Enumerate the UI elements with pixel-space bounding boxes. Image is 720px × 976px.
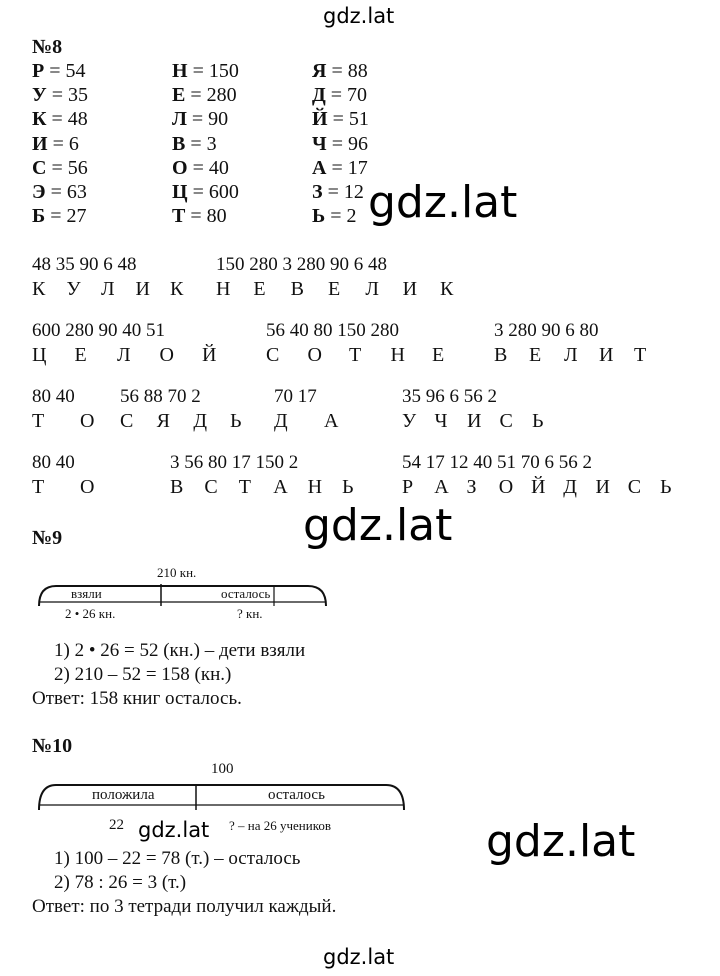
decoded-letter: А bbox=[434, 476, 449, 498]
code-value: = 12 bbox=[322, 181, 364, 203]
decoded-letter: С bbox=[499, 410, 513, 432]
code-entry bbox=[32, 60, 86, 83]
decoded-letter: Д bbox=[193, 410, 207, 432]
task8-label: №8 bbox=[32, 36, 63, 58]
decoded-letter: Т bbox=[238, 476, 252, 498]
watermark-right: gdz.lat bbox=[486, 816, 636, 867]
task9-part2-top: осталось bbox=[221, 586, 271, 601]
code-numbers: 80 40 bbox=[32, 452, 75, 473]
code-entry bbox=[172, 108, 228, 131]
decoded-letter: К bbox=[32, 278, 46, 300]
code-numbers: 35 96 6 56 2 bbox=[402, 386, 497, 407]
decoded-letter: А bbox=[273, 476, 288, 498]
code-letter: Д bbox=[312, 84, 326, 107]
decoded-letter: Й bbox=[531, 476, 546, 498]
task10-answer: Ответ: по 3 тетради получил каждый. bbox=[32, 896, 337, 917]
decoded-letter: Е bbox=[74, 344, 87, 366]
code-value: = 54 bbox=[44, 60, 86, 82]
code-entry bbox=[172, 84, 237, 107]
decoded-letter: Т bbox=[349, 344, 362, 366]
decoded-letter: Е bbox=[529, 344, 542, 366]
code-letter: Ь bbox=[312, 205, 326, 228]
decoded-letter: И bbox=[595, 476, 610, 498]
task9-step2: 2) 210 – 52 = 158 (кн.) bbox=[54, 664, 232, 685]
decoded-letter: К bbox=[440, 278, 454, 300]
code-value: = 17 bbox=[326, 156, 368, 179]
decoded-letter: Т bbox=[32, 476, 45, 498]
code-numbers: 56 40 80 150 280 bbox=[266, 320, 399, 341]
decoded-letter: З bbox=[466, 476, 477, 498]
decoded-letter: И bbox=[135, 278, 150, 300]
code-value: = 80 bbox=[185, 205, 227, 228]
code-letter: Ч bbox=[312, 132, 327, 155]
decoded-letter: Р bbox=[402, 476, 414, 498]
code-entry bbox=[32, 157, 88, 180]
code-entry bbox=[312, 84, 367, 107]
code-entry bbox=[312, 181, 364, 204]
code-numbers: 600 280 90 40 51 bbox=[32, 320, 165, 341]
code-letter: З bbox=[312, 181, 323, 203]
decoded-letter: Ц bbox=[32, 344, 47, 366]
decoded-letter: А bbox=[324, 410, 339, 432]
code-value: = 3 bbox=[185, 132, 217, 155]
decoded-letter: И bbox=[467, 410, 482, 432]
task10-part2-bottom: ? – на 26 учеников bbox=[229, 818, 332, 833]
decoded-letter: Д bbox=[274, 410, 288, 432]
code-letter: Э bbox=[32, 181, 46, 203]
decoded-letter: Я bbox=[156, 410, 170, 432]
task9-part1-bottom: 2 • 26 кн. bbox=[65, 606, 116, 621]
decoded-letter: О bbox=[307, 344, 322, 366]
code-entry bbox=[312, 157, 368, 180]
watermark-bottom: gdz.lat bbox=[323, 945, 395, 969]
decoded-letter: С bbox=[120, 410, 134, 432]
task10-part2-top: осталось bbox=[268, 787, 325, 803]
code-entry bbox=[32, 133, 79, 156]
code-entry bbox=[32, 84, 88, 107]
code-letter: И bbox=[32, 132, 48, 155]
code-value: = 600 bbox=[187, 181, 239, 203]
code-value: = 2 bbox=[325, 205, 357, 228]
decoded-letter: Ь bbox=[342, 476, 354, 498]
decoded-letter: Т bbox=[32, 410, 45, 432]
code-letter: О bbox=[172, 156, 188, 179]
decoded-letter: С bbox=[204, 476, 218, 498]
code-numbers: 70 17 bbox=[274, 386, 317, 407]
code-entry bbox=[32, 108, 88, 131]
decoded-letter: С bbox=[627, 476, 642, 498]
code-entry bbox=[32, 205, 87, 228]
watermark-top: gdz.lat bbox=[323, 4, 395, 28]
code-entry bbox=[312, 108, 369, 131]
task10-total: 100 bbox=[211, 761, 234, 777]
code-value: = 51 bbox=[327, 108, 369, 131]
code-letter: Н bbox=[172, 60, 188, 82]
decoded-letter: Л bbox=[101, 278, 115, 300]
code-value: = 90 bbox=[186, 108, 229, 131]
code-value: = 6 bbox=[47, 132, 79, 155]
task10-part1-bottom: 22 bbox=[109, 817, 124, 833]
code-numbers: 150 280 3 280 90 6 48 bbox=[216, 254, 387, 275]
decoded-letter: О bbox=[159, 344, 174, 366]
code-entry bbox=[172, 181, 239, 204]
code-value: = 48 bbox=[46, 108, 88, 131]
decoded-letter: В bbox=[170, 476, 184, 498]
task10-step2: 2) 78 : 26 = 3 (т.) bbox=[54, 872, 187, 893]
decoded-letter: У bbox=[66, 278, 81, 300]
watermark-mid-1: gdz.lat bbox=[368, 177, 518, 228]
task10-step1: 1) 100 – 22 = 78 (т.) – осталось bbox=[54, 848, 301, 869]
code-value: = 96 bbox=[326, 132, 368, 155]
code-numbers: 56 88 70 2 bbox=[120, 386, 201, 407]
task9-total: 210 кн. bbox=[157, 565, 197, 580]
watermark-mid-3: gdz.lat bbox=[138, 818, 210, 842]
code-letter: К bbox=[32, 108, 47, 131]
code-value: = 88 bbox=[326, 60, 368, 82]
decoded-letter: Л bbox=[564, 344, 578, 366]
code-value: = 150 bbox=[187, 60, 239, 82]
code-entry bbox=[172, 205, 227, 228]
code-letter: С bbox=[32, 156, 47, 179]
code-letter: В bbox=[172, 132, 186, 155]
code-letter: Й bbox=[312, 108, 328, 131]
decoded-letter: Ч bbox=[434, 410, 448, 432]
decoded-letter: В bbox=[494, 344, 508, 366]
decoded-letter: С bbox=[266, 344, 280, 366]
code-letter: Я bbox=[312, 60, 327, 82]
decoded-letter: Ь bbox=[230, 410, 242, 432]
task9-part1-top: взяли bbox=[71, 586, 102, 601]
decoded-letter: Е bbox=[432, 344, 445, 366]
code-numbers: 80 40 bbox=[32, 386, 75, 407]
code-letter: Ц bbox=[172, 181, 188, 203]
watermark-mid-2: gdz.lat bbox=[303, 500, 453, 551]
code-value: = 40 bbox=[187, 156, 229, 179]
code-letter: Е bbox=[172, 84, 186, 107]
code-value: = 280 bbox=[185, 84, 237, 107]
task10-part1-top: положила bbox=[92, 787, 155, 803]
code-numbers: 3 280 90 6 80 bbox=[494, 320, 599, 341]
code-value: = 27 bbox=[45, 205, 87, 228]
code-entry bbox=[312, 60, 368, 83]
task10-label: №10 bbox=[32, 735, 73, 757]
code-value: = 35 bbox=[46, 84, 88, 107]
decoded-letter: Н bbox=[307, 476, 323, 498]
decoded-letter: О bbox=[80, 476, 95, 498]
code-value: = 63 bbox=[45, 181, 87, 203]
decoded-letter: Л bbox=[365, 278, 379, 300]
decoded-letter: Й bbox=[202, 344, 217, 366]
code-entry bbox=[32, 181, 87, 204]
decoded-letter: Н bbox=[390, 344, 405, 366]
decoded-letter: К bbox=[170, 278, 184, 300]
decoded-letter: Е bbox=[253, 278, 266, 300]
code-letter: А bbox=[312, 156, 327, 179]
decoded-letter: Т bbox=[634, 344, 647, 366]
decoded-letter: И bbox=[599, 344, 614, 366]
code-entry bbox=[172, 157, 229, 180]
code-letter: У bbox=[32, 84, 47, 107]
code-entry bbox=[312, 133, 368, 156]
task9-part2-bottom: ? кн. bbox=[237, 606, 263, 621]
code-letter: Б bbox=[32, 205, 46, 228]
decoded-letter: В bbox=[290, 278, 304, 300]
decoded-letter: Ь bbox=[660, 476, 672, 498]
decoded-letter: Е bbox=[328, 278, 341, 300]
code-value: = 70 bbox=[325, 84, 368, 107]
code-value: = 56 bbox=[46, 156, 88, 179]
decoded-letter: У bbox=[402, 410, 417, 432]
code-entry bbox=[172, 60, 239, 83]
task9-label: №9 bbox=[32, 527, 63, 549]
decoded-letter: Ь bbox=[532, 410, 544, 432]
code-entry bbox=[172, 133, 217, 156]
decoded-letter: И bbox=[402, 278, 418, 300]
decoded-letter: Н bbox=[216, 278, 231, 300]
code-numbers: 3 56 80 17 150 2 bbox=[170, 452, 299, 473]
code-letter: Т bbox=[172, 205, 186, 228]
decoded-letter: Д bbox=[563, 476, 577, 498]
task9-step1: 1) 2 • 26 = 52 (кн.) – дети взяли bbox=[54, 640, 306, 661]
decoded-letter: О bbox=[80, 410, 95, 432]
code-numbers: 48 35 90 6 48 bbox=[32, 254, 137, 275]
code-numbers: 54 17 12 40 51 70 6 56 2 bbox=[402, 452, 592, 473]
decoded-letter: О bbox=[498, 476, 514, 498]
code-letter: Р bbox=[32, 60, 45, 82]
code-entry bbox=[312, 205, 357, 228]
decoded-letter: Л bbox=[117, 344, 131, 366]
code-letter: Л bbox=[172, 108, 187, 131]
task9-answer: Ответ: 158 книг осталось. bbox=[32, 688, 242, 709]
